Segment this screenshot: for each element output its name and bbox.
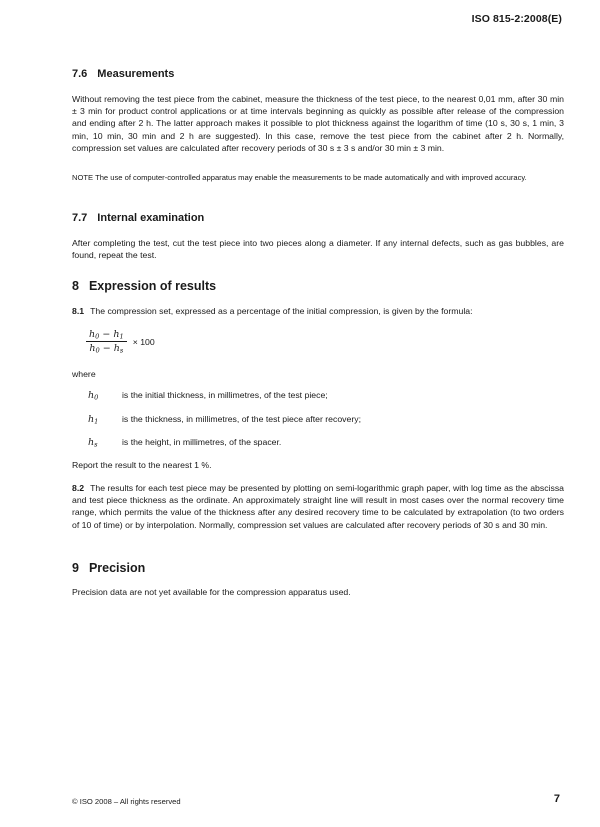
formula-denominator: $h_0 - h_s$: [89, 343, 124, 355]
formula-fraction: [86, 329, 127, 354]
heading-8: [72, 279, 216, 293]
formula-multiplier: × 100: [132, 336, 155, 347]
standard-reference: ISO 815-2:2008(E): [471, 13, 562, 25]
formula-numerator: $h_0 - h_1$: [86, 329, 127, 342]
heading-title: Expression of results: [88, 279, 217, 293]
clause-text: The compression set, expressed as a percentage of the initial compression, is given by the formula:: [90, 306, 473, 316]
heading-number: 7.6: [72, 68, 88, 80]
where-definition: is the initial thickness, in millimetres, of the test piece;: [122, 390, 328, 400]
note-7-6: NOTE The use of computer-controlled apparatus may enable the measurements to be made automatically and with improved accuracy.: [72, 173, 527, 182]
heading-title: Measurements: [97, 68, 175, 80]
where-definition: is the height, in millimetres, of the spacer.: [122, 437, 282, 447]
where-symbol: $h_1$: [88, 414, 99, 426]
compression-set-formula: [86, 329, 155, 354]
report-instruction: Report the result to the nearest 1 %.: [72, 460, 212, 470]
where-label: where: [72, 369, 96, 379]
copyright-notice: © ISO 2008 – All rights reserved: [72, 797, 181, 806]
clause-number: 8.2: [72, 483, 85, 493]
heading-9: [72, 561, 145, 575]
where-definition: is the thickness, in millimetres, of the test piece after recovery;: [122, 414, 361, 424]
page-number: 7: [553, 793, 560, 805]
heading-title: Precision: [88, 561, 146, 575]
where-item: [72, 437, 564, 448]
heading-7-7: [72, 212, 204, 224]
heading-title: Internal examination: [97, 212, 205, 224]
where-symbol: $h_0$: [88, 390, 99, 402]
heading-number: 7.7: [72, 212, 88, 224]
where-item: [72, 390, 564, 401]
clause-number: 8.1: [72, 306, 85, 316]
paragraph-7-7: After completing the test, cut the test piece into two pieces along a diameter. If any internal defects, such as gas bubbles, are found, repeat the test.: [72, 238, 564, 261]
heading-number: 9: [72, 561, 79, 575]
clause-8-1: [72, 305, 564, 317]
where-symbol: $h_s$: [88, 437, 98, 449]
heading-number: 8: [72, 279, 79, 293]
where-item: [72, 414, 564, 425]
paragraph-7-6: Without removing the test piece from the cabinet, measure the thickness of the test piece, to the nearest 0,01 mm, after 30 min ± 3 min for product control applications or at time intervals beginning as quickly as possible after release of the compression and ending after 2 h. The latter approach makes it possible to plot thickness against the logarithm of time (10 s, 30 s, 1 min, 3 min, 10 min, 30 min and 2 h are suggested). In this case, remove the test piece from the cabinet after 2 h. Normally, compression set values are calculated after recovery periods of 30 s ± 3 s and/or 30 min ± 3 min.: [72, 94, 564, 153]
clause-text: The results for each test piece may be presented by plotting on semi-logarithmic graph paper, with log time as the abscissa and test piece thickness as the ordinate. An approximately straight line will result in most cases over the normal recovery time range, which permits the value of the thickness after any desired recovery time to be calculated by extrapolation (to two orders of 10 of time) or by interpolation. Normally, compression set values are calculated after recovery periods of 30 s and 30 min.: [72, 483, 564, 530]
heading-7-6: [72, 68, 174, 80]
paragraph-9: Precision data are not yet available for the compression apparatus used.: [72, 587, 351, 597]
clause-8-2: [72, 482, 564, 531]
